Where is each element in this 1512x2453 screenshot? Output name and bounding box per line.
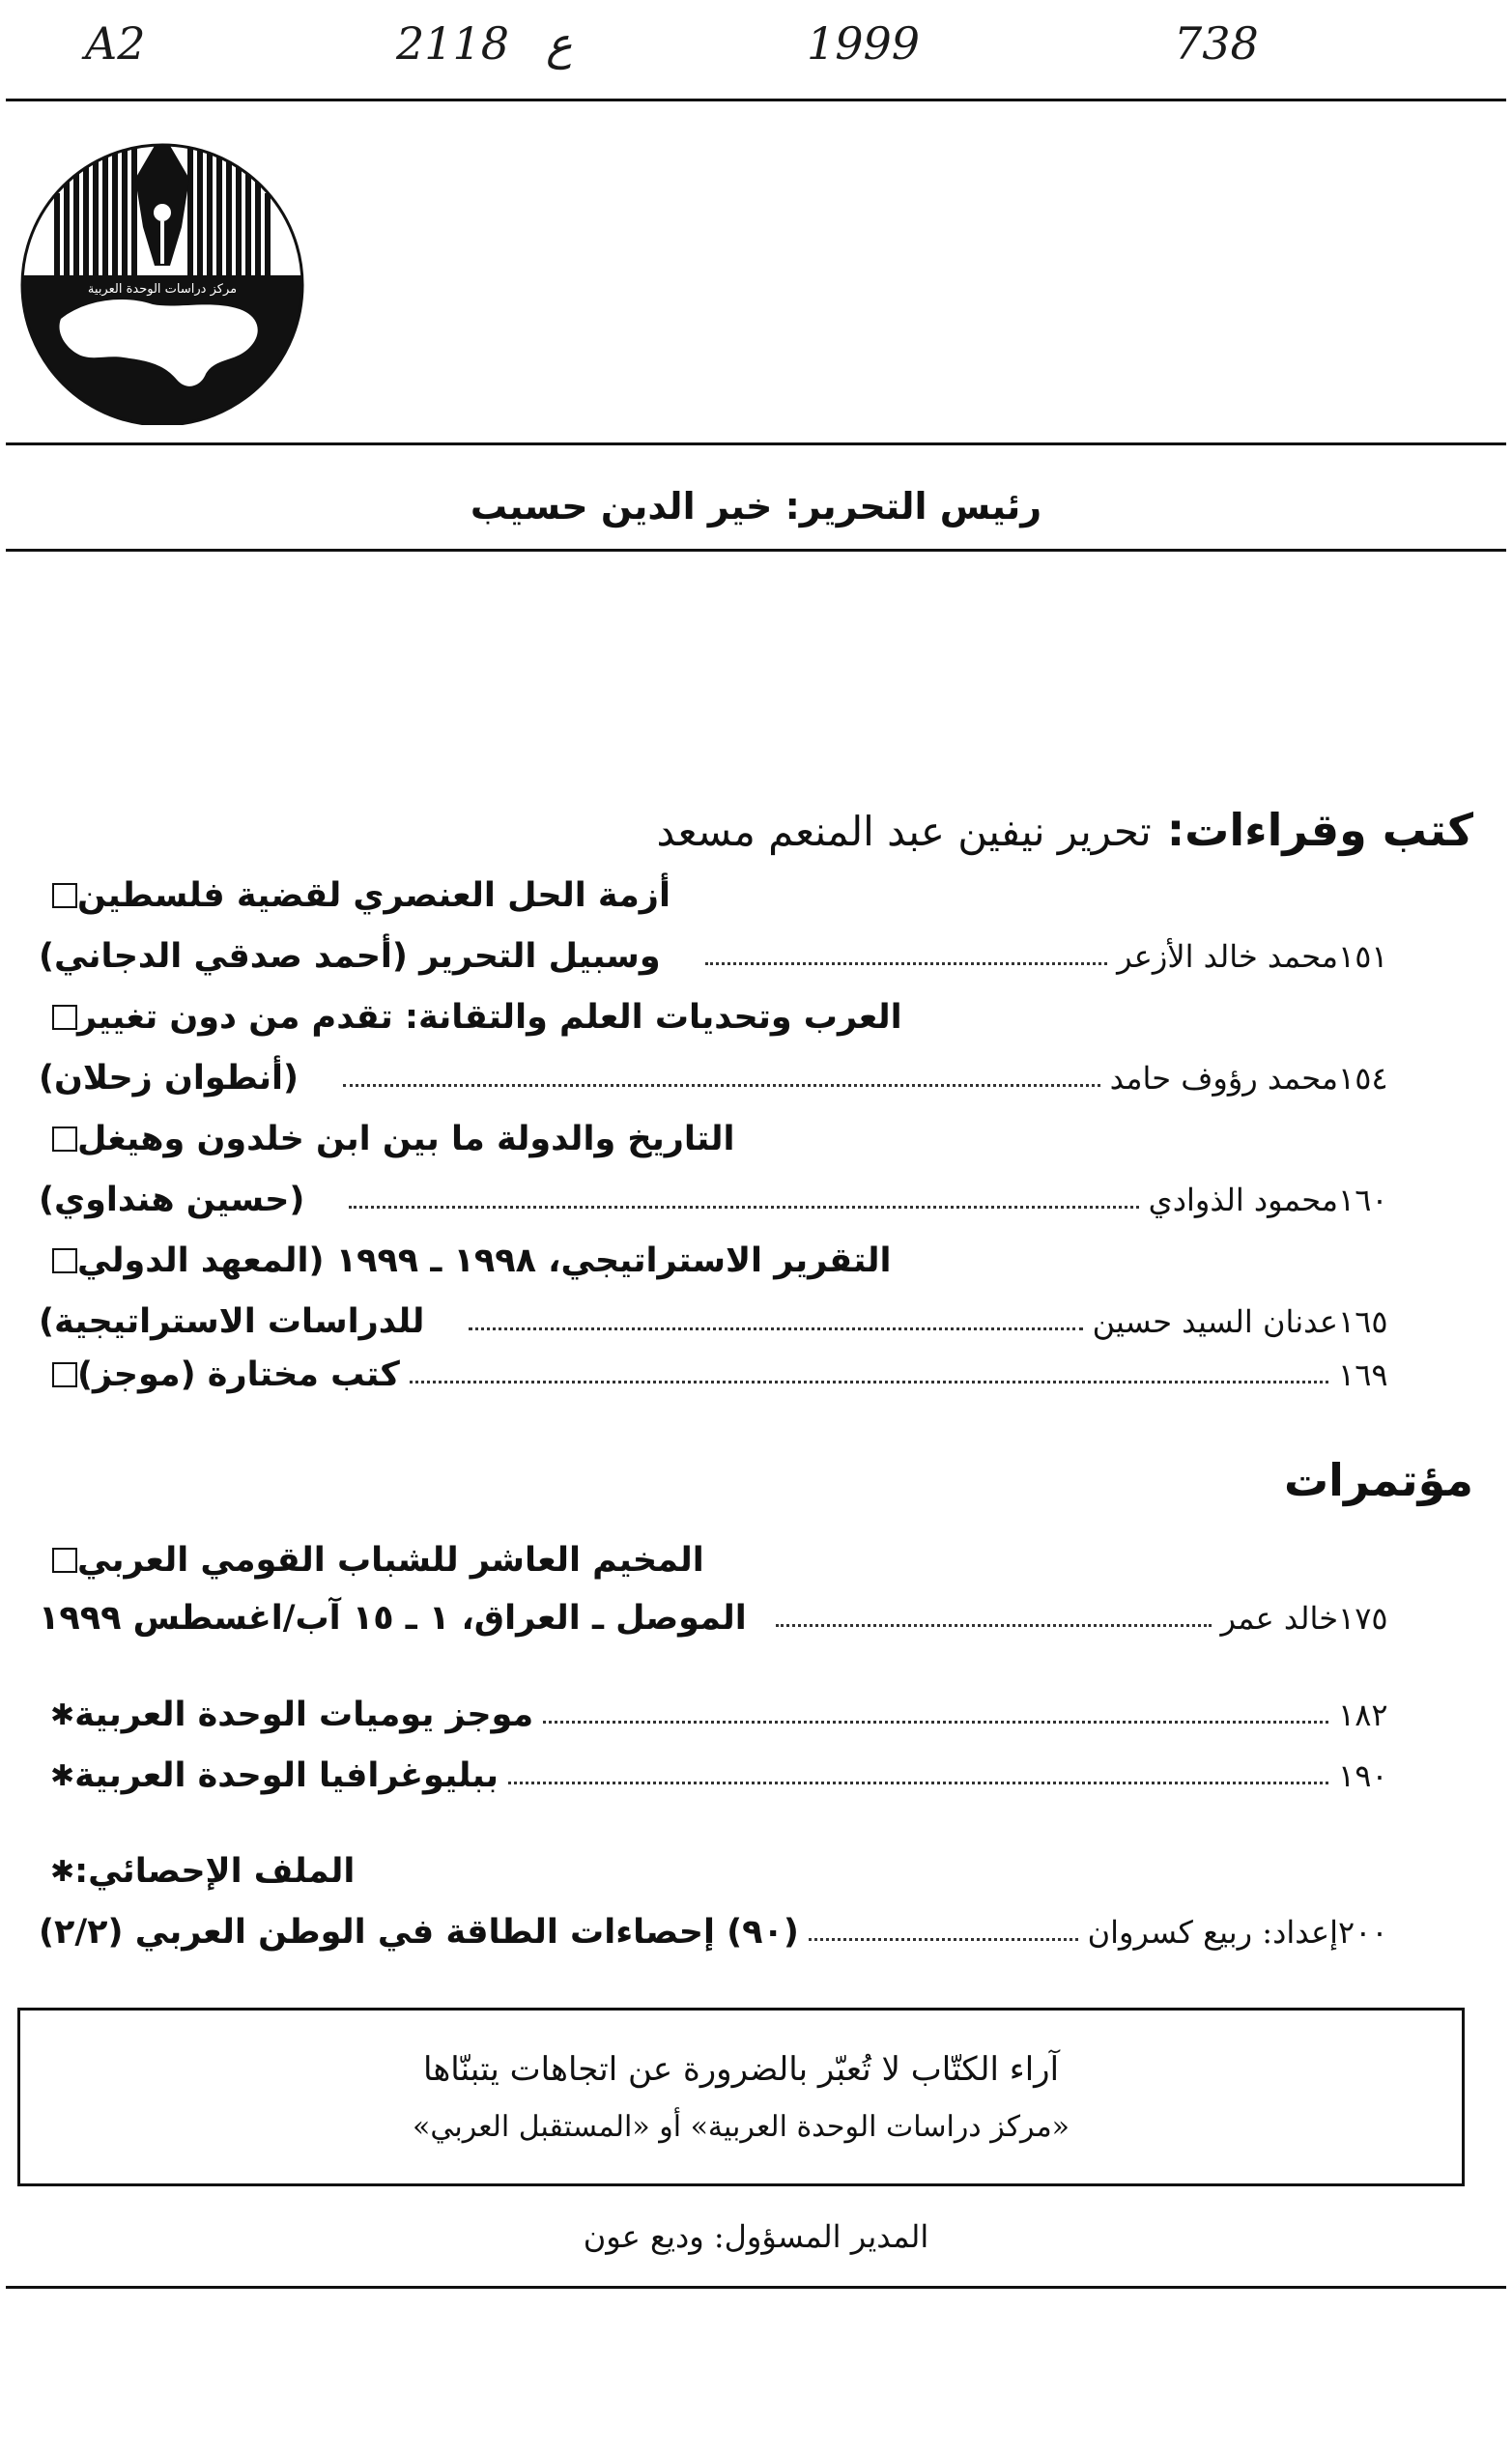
- handwritten-year: 1999: [807, 17, 921, 70]
- disclaimer-box: [17, 2008, 1465, 2186]
- asterisk-icon: ✱: [50, 1854, 75, 1889]
- toc-item-2-line2[interactable]: (أنطوان زحلان) محمد رؤوف حامد ١٥٤: [39, 1054, 1473, 1102]
- toc-prepared-by: إعداد: ربيع كسروان: [1087, 1914, 1338, 1951]
- toc-page: ١٩٠: [1338, 1757, 1388, 1794]
- toc-page: ١٦٠: [1338, 1182, 1388, 1218]
- handwritten-letter: ع: [546, 17, 573, 70]
- center-logo-icon: [17, 121, 307, 425]
- top-rule: [6, 99, 1506, 101]
- toc-starred-1[interactable]: ✱ موجز يوميات الوحدة العربية ١٨٢: [39, 1691, 1473, 1739]
- toc-conference-line2[interactable]: الموصل ـ العراق، ١ ـ ١٥ آب/اغسطس ١٩٩٩ خالد عمر ١٧٥: [39, 1594, 1473, 1642]
- checkbox-icon: [52, 883, 77, 908]
- checkbox-icon: [52, 1362, 77, 1387]
- managing-director: المدير المسؤول: وديع عون: [583, 2218, 929, 2255]
- disclaimer-line2: «مركز دراسات الوحدة العربية» أو «المستقبل العربي»: [412, 2110, 1070, 2144]
- asterisk-icon: ✱: [50, 1758, 75, 1793]
- leader-dots: [469, 1327, 1082, 1330]
- toc-page: ١٨٢: [1338, 1697, 1388, 1733]
- leader-dots: [349, 1206, 1138, 1209]
- toc-item-5[interactable]: كتب مختارة (موجز) ١٦٩: [39, 1351, 1473, 1399]
- bottom-rule: [6, 2286, 1506, 2289]
- toc-page: ١٦٩: [1338, 1356, 1388, 1393]
- handwritten-issue: 738: [1174, 17, 1259, 70]
- toc-author: محمود الذوادي: [1148, 1182, 1338, 1218]
- section-books-title: كتب وقراءات:: [1166, 804, 1473, 856]
- toc-author: عدنان السيد حسين: [1092, 1303, 1338, 1340]
- stats-file-heading: ✱ الملف الإحصائي:: [50, 1852, 356, 1891]
- toc-starred-2[interactable]: ✱ ببليوغرافيا الوحدة العربية ١٩٠: [39, 1752, 1473, 1800]
- toc-stats-entry[interactable]: (٩٠) إحصاءات الطاقة في الوطن العربي (٢/٢) إعداد: ربيع كسروان ٢٠٠: [39, 1908, 1473, 1956]
- checkbox-icon: [52, 1248, 77, 1273]
- leader-dots: [343, 1084, 1100, 1087]
- checkbox-icon: [52, 1005, 77, 1030]
- toc-item-4-line1[interactable]: التقرير الاستراتيجي، ١٩٩٨ ـ ١٩٩٩ (المعهد الدولي: [39, 1237, 1473, 1285]
- handwritten-number: 2118: [396, 17, 510, 70]
- section-books-editor: تحرير نيفين عبد المنعم مسعد: [656, 808, 1152, 855]
- editor-in-chief: رئيس التحرير: خير الدين حسيب: [470, 485, 1042, 528]
- logo-bottom-rule: [6, 442, 1506, 445]
- toc-author: محمد خالد الأزعر: [1117, 938, 1338, 975]
- toc-page: ١٥٤: [1338, 1060, 1388, 1097]
- checkbox-icon: [52, 1548, 77, 1573]
- toc-page: ١٧٥: [1338, 1600, 1388, 1637]
- toc-author: خالد عمر: [1220, 1600, 1338, 1637]
- toc-page: ١٥١: [1338, 938, 1388, 975]
- logo-label: مركز دراسات الوحدة العربية: [87, 282, 238, 297]
- toc-item-4-line2[interactable]: للدراسات الاستراتيجية) عدنان السيد حسين ١٦٥: [39, 1298, 1473, 1346]
- leader-dots: [543, 1721, 1328, 1724]
- leader-dots: [809, 1938, 1078, 1941]
- toc-item-1-line1[interactable]: أزمة الحل العنصري لقضية فلسطين: [39, 871, 1473, 920]
- handwritten-code: A2: [85, 17, 146, 70]
- toc-item-1-line2[interactable]: وسبيل التحرير (أحمد صدقي الدجاني) محمد خالد الأزعر ١٥١: [39, 932, 1473, 981]
- leader-dots: [508, 1782, 1328, 1784]
- toc-page: ١٦٥: [1338, 1303, 1388, 1340]
- disclaimer-line1: آراء الكتّاب لا تُعبّر بالضرورة عن اتجاهات يتبنّاها: [422, 2050, 1060, 2089]
- toc-author: محمد رؤوف حامد: [1109, 1060, 1338, 1097]
- checkbox-icon: [52, 1127, 77, 1152]
- toc-item-2-line1[interactable]: العرب وتحديات العلم والتقانة: تقدم من دون تغيير: [39, 993, 1473, 1041]
- section-books-heading: [657, 804, 1473, 856]
- toc-conference-line1[interactable]: المخيم العاشر للشباب القومي العربي: [39, 1536, 1473, 1584]
- leader-dots: [410, 1381, 1328, 1383]
- toc-item-3-line2[interactable]: (حسين هنداوي) محمود الذوادي ١٦٠: [39, 1176, 1473, 1224]
- chief-bottom-rule: [6, 549, 1506, 552]
- leader-dots: [776, 1624, 1212, 1627]
- leader-dots: [705, 962, 1108, 965]
- section-conferences-heading: مؤتمرات: [1283, 1454, 1473, 1506]
- toc-item-3-line1[interactable]: التاريخ والدولة ما بين ابن خلدون وهيغل: [39, 1115, 1473, 1163]
- toc-page: ٢٠٠: [1338, 1914, 1388, 1951]
- asterisk-icon: ✱: [50, 1697, 75, 1732]
